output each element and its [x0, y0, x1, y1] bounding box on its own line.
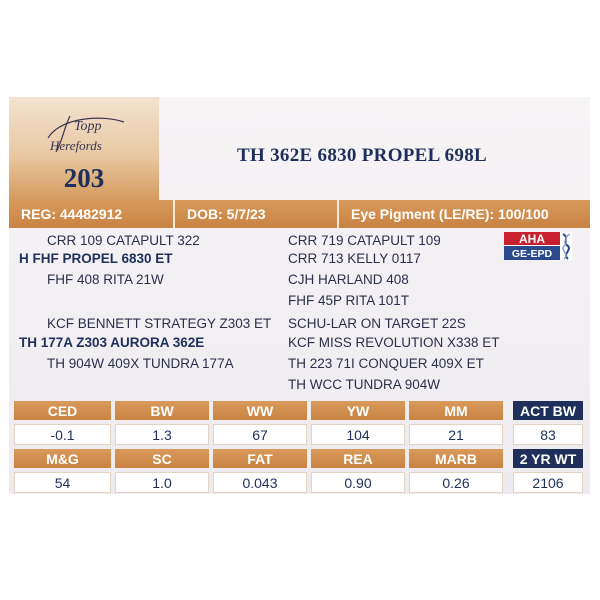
weights-table: [509, 397, 587, 497]
epd-header-yw: YW: [311, 401, 405, 420]
epd-header-row-1: [14, 401, 503, 420]
act-bw-value: 83: [513, 424, 583, 445]
date-of-birth: DOB: 5/7/23: [175, 200, 339, 228]
act-bw-label: ACT BW: [513, 401, 583, 420]
epd-value-ww: 67: [213, 424, 307, 445]
pedigree-ancestor-1: CRR 719 CATAPULT 109: [288, 233, 441, 248]
epd-value-row-1: [14, 424, 503, 445]
pedigree-ancestor-5: SCHU-LAR ON TARGET 22S: [288, 316, 466, 331]
reg-number: REG: 44482912: [9, 200, 175, 228]
epd-value-bw: 1.3: [115, 424, 209, 445]
epd-value-yw: 104: [311, 424, 405, 445]
pedigree-ancestor-7: TH 223 71I CONQUER 409X ET: [288, 356, 484, 371]
info-bar: [9, 200, 590, 228]
epd-value-fat: 0.043: [213, 472, 307, 493]
epd-value-marb: 0.26: [409, 472, 503, 493]
epd-table: [10, 397, 507, 497]
epd-value-row-2: [14, 472, 503, 493]
epd-value-mm: 21: [409, 424, 503, 445]
yr2-wt-value: 2106: [513, 472, 583, 493]
pedigree-ancestor-4: FHF 45P RITA 101T: [288, 293, 410, 308]
topp-herefords-logo: [40, 108, 130, 160]
epd-header-bw: BW: [115, 401, 209, 420]
pedigree-ancestor-8: TH WCC TUNDRA 904W: [288, 377, 441, 392]
pedigree-ancestor-3: CJH HARLAND 408: [288, 272, 409, 287]
pedigree-sire: H FHF PROPEL 6830 ET: [19, 251, 173, 266]
pedigree-sire-sire: CRR 109 CATAPULT 322: [47, 233, 200, 248]
epd-header-mm: MM: [409, 401, 503, 420]
pedigree-dam: TH 177A Z303 AURORA 362E: [19, 335, 205, 350]
pedigree-dam-sire: KCF BENNETT STRATEGY Z303 ET: [47, 316, 272, 331]
logo-text-herefords: Herefords: [50, 138, 102, 153]
epd-value-mg: 54: [14, 472, 111, 493]
animal-name: TH 362E 6830 PROPEL 698L: [237, 145, 488, 166]
aha-ge-epd-badge: [504, 232, 572, 260]
pedigree-sire-dam: FHF 408 RITA 21W: [47, 272, 164, 287]
epd-header-row-2: [14, 449, 503, 468]
logo-text-topp: Topp: [74, 119, 102, 134]
epd-header-fat: FAT: [213, 449, 307, 468]
epd-header-sc: SC: [115, 449, 209, 468]
lot-number: 203: [63, 163, 105, 193]
epd-header-marb: MARB: [409, 449, 503, 468]
epd-value-ced: -0.1: [14, 424, 111, 445]
yr2-wt-label: 2 YR WT: [513, 449, 583, 468]
epd-header-mg: M&G: [14, 449, 111, 468]
badge-text-ge-epd: GE-EPD: [511, 248, 553, 260]
badge-text-aha: AHA: [519, 232, 545, 246]
pedigree-ancestor-2: CRR 713 KELLY 0117: [288, 251, 421, 266]
epd-header-rea: REA: [311, 449, 405, 468]
epd-value-sc: 1.0: [115, 472, 209, 493]
pedigree-ancestor-6: KCF MISS REVOLUTION X338 ET: [288, 335, 500, 350]
epd-value-rea: 0.90: [311, 472, 405, 493]
eye-pigment: Eye Pigment (LE/RE): 100/100: [351, 206, 549, 222]
pedigree-dam-dam: TH 904W 409X TUNDRA 177A: [47, 356, 234, 371]
epd-header-ww: WW: [213, 401, 307, 420]
epd-header-ced: CED: [14, 401, 111, 420]
